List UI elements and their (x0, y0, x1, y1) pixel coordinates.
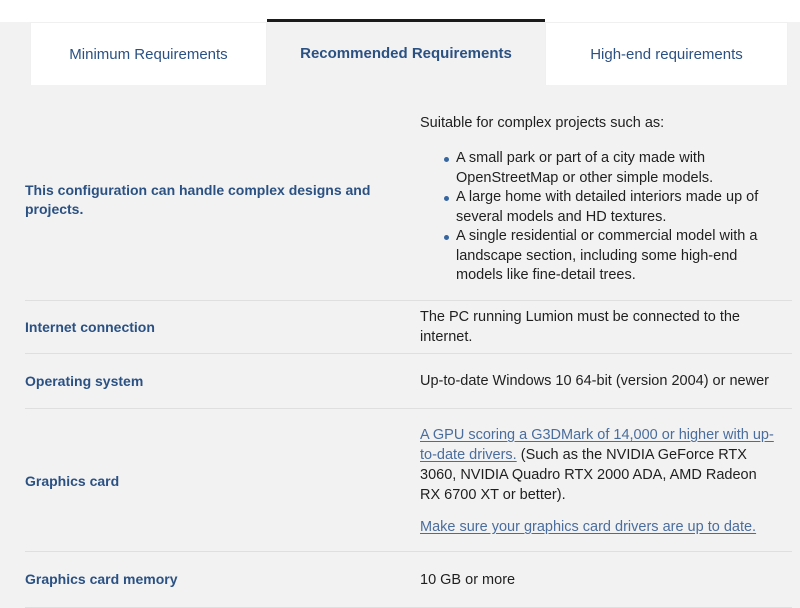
tab-high-end-requirements[interactable] (545, 22, 788, 85)
row-label: This configuration can handle complex designs and projects. (25, 181, 371, 217)
gpu-examples-text: (Such as the NVIDIA GeForce RTX 3060, NVIDIA Quadro RTX 2000 ADA, AMD Radeon RX 6700 XT or better). (420, 447, 757, 503)
gpu-benchmark-link[interactable]: A GPU scoring a G3DMark of 14,000 or higher with up-to-date drivers. (420, 427, 774, 463)
row-value (420, 425, 774, 537)
row-value: Up-to-date Windows 10 64-bit (version 2004) or newer (420, 373, 769, 389)
suitable-projects-list (420, 149, 774, 286)
table-row (25, 551, 792, 608)
table-row (25, 85, 792, 300)
row-label: Internet connection (25, 318, 155, 335)
row-label: Graphics card memory (25, 571, 178, 587)
tab-label: High-end requirements (590, 45, 743, 63)
row-label: Graphics card (25, 472, 120, 489)
requirements-table (0, 85, 800, 608)
list-item: A single residential or commercial model with a landscape section, including some high-end models like fine-detail trees. (420, 227, 774, 286)
row-value: 10 GB or more (420, 571, 516, 588)
tab-minimum-requirements[interactable] (30, 22, 267, 85)
tab-label: Minimum Requirements (69, 45, 228, 63)
row-value: The PC running Lumion must be connected to the internet. (420, 309, 740, 345)
tab-recommended-requirements[interactable] (267, 19, 545, 85)
row-value (420, 113, 774, 286)
suitable-intro-text: Suitable for complex projects such as: (420, 115, 665, 132)
list-item: A large home with detailed interiors made up of several models and HD textures. (420, 188, 774, 227)
table-row (25, 353, 792, 408)
row-label: Operating system (25, 372, 144, 389)
gpu-requirement-text (420, 425, 774, 505)
requirements-tabbar (0, 22, 800, 85)
table-row (25, 408, 792, 551)
table-row (25, 300, 792, 353)
list-item: A small park or part of a city made with OpenStreetMap or other simple models. (420, 149, 774, 188)
drivers-update-link[interactable]: Make sure your graphics card drivers are up to date. (420, 519, 757, 535)
drivers-note-text (420, 517, 774, 537)
tab-label: Recommended Requirements (300, 45, 512, 62)
